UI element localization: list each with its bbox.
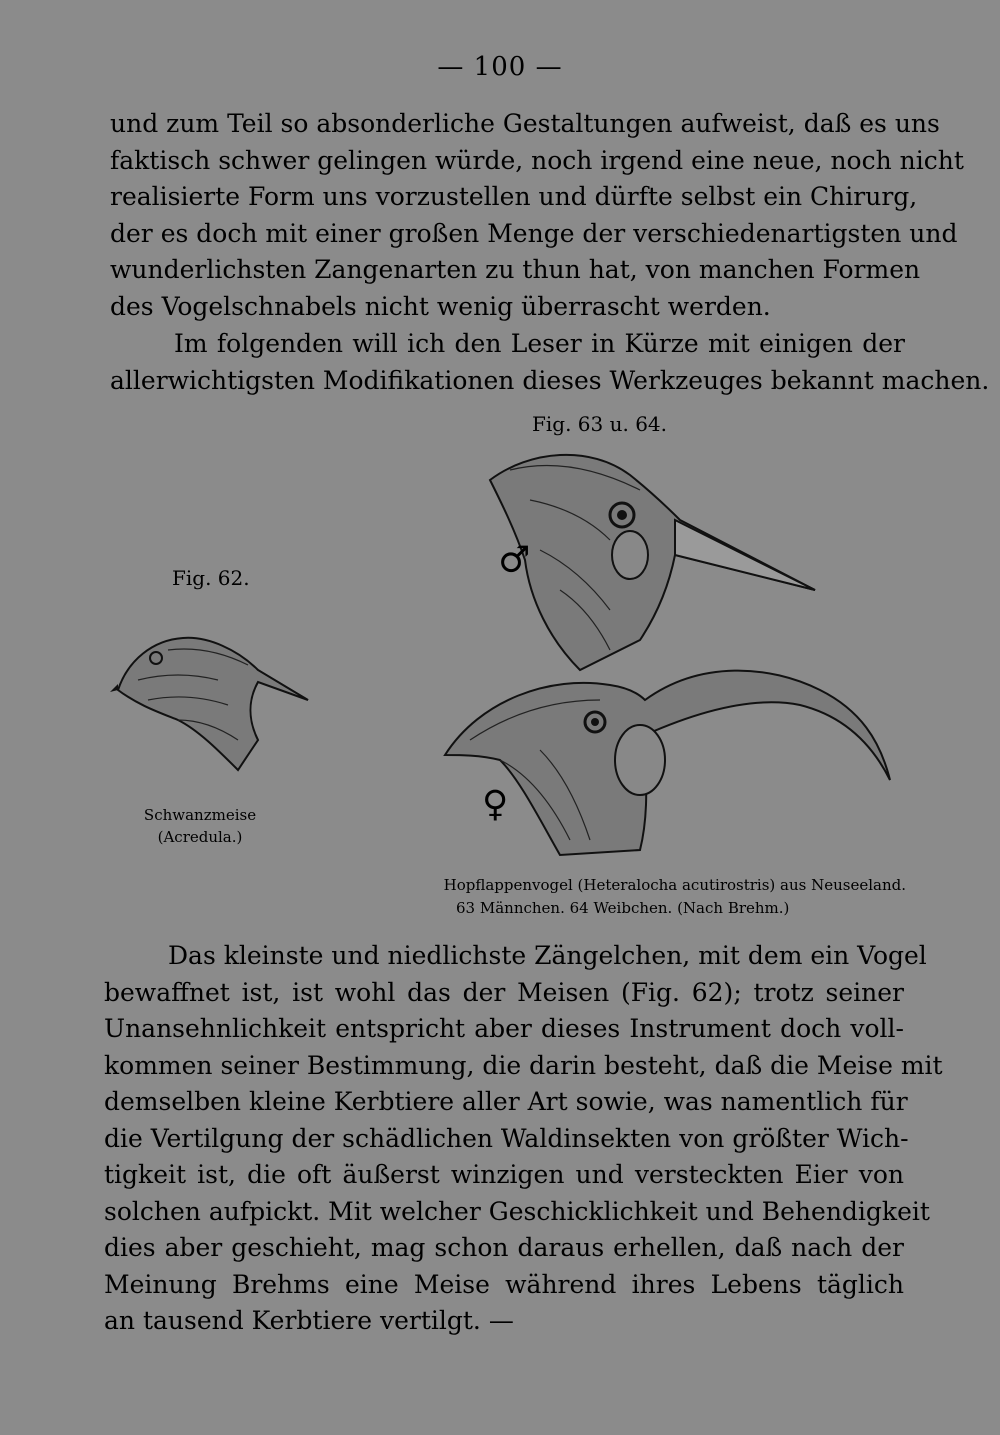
tit-head-illustration [108, 620, 318, 780]
male-symbol: ♂ [498, 540, 531, 581]
text-line: solchen aufpickt. Mit welcher Geschicklichkeit und Behendigkeit [104, 1196, 930, 1226]
fig-63-64-caption [396, 874, 906, 920]
text-line: demselben kleine Kerbtiere aller Art sowie, was namentlich für [104, 1087, 908, 1116]
text-line: des Vogelschnabels nicht wenig überrascht werden. [110, 291, 771, 321]
text-line: und zum Teil so absonderliche Gestaltungen aufweist, daß es uns [110, 109, 940, 138]
fig-62-caption [120, 804, 280, 848]
paragraph-1 [110, 106, 964, 325]
text-line: Das kleinste und niedlichste Zängelchen, mit dem ein Vogel [168, 941, 927, 970]
text-line: faktisch schwer gelingen würde, noch irgend eine neue, noch nicht [110, 145, 964, 175]
caption-line: 63 Männchen. 64 Weibchen. (Nach Brehm.) [456, 899, 790, 917]
caption-line: Schwanzmeise [143, 806, 257, 824]
text-line: dies aber geschieht, mag schon daraus erhellen, daß nach der [104, 1233, 904, 1262]
text-line: Im folgenden will ich den Leser in Kürze mit einigen der [174, 329, 905, 358]
caption-line: Hopflappenvogel (Heteralocha acutirostris) aus Neuseeland. [443, 876, 906, 894]
text-line: bewaffnet ist, ist wohl das der Meisen (Fig. 62); trotz seiner [104, 977, 904, 1007]
text-line: tigkeit ist, die oft äußerst winzigen und versteckten Eier von [104, 1160, 904, 1189]
text-line: an tausend Kerbtiere vertilgt. — [104, 1306, 514, 1335]
fig-63-64-label: Fig. 63 u. 64. [532, 412, 667, 436]
text-line: der es doch mit einer großen Menge der verschiedenartigsten und [110, 218, 958, 248]
text-line: Unansehnlichkeit entspricht aber dieses Instrument doch voll- [104, 1014, 904, 1043]
paragraph-3 [104, 938, 943, 1340]
paragraph-2 [110, 326, 990, 399]
caption-line: (Acredula.) [157, 828, 243, 846]
text-line: allerwichtigsten Modifikationen dieses Werkzeuges bekannt machen. [110, 365, 990, 395]
page-number: — 100 — [437, 52, 563, 82]
female-symbol: ♀ [482, 784, 509, 825]
text-line: die Vertilgung der schädlichen Waldinsekten von größter Wich- [104, 1123, 909, 1153]
text-line: Meinung Brehms eine Meise während ihres Lebens täglich [104, 1269, 904, 1299]
female-huia-head-illustration [440, 660, 900, 860]
text-line: wunderlichsten Zangenarten zu thun hat, von manchen Formen [110, 255, 921, 284]
text-line: kommen seiner Bestimmung, die darin besteht, daß die Meise mit [104, 1050, 943, 1080]
text-line: realisierte Form uns vorzustellen und dürfte selbst ein Chirurg, [110, 182, 918, 211]
fig-62-label: Fig. 62. [172, 566, 250, 590]
